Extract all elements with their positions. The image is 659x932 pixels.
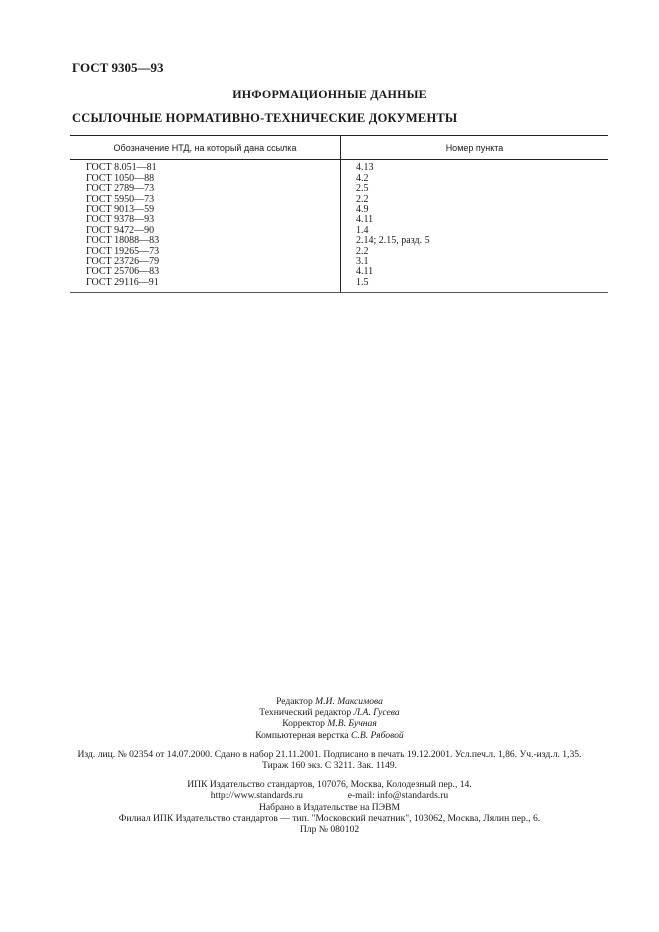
branch-line: Филиал ИПК Издательство стандартов — тип. "Московский печатник", 103062, Москва, Лялин пер., 6.: [118, 812, 541, 824]
document-cell: ГОСТ 9013—59: [70, 205, 341, 215]
clause-cell: 2.5: [356, 183, 369, 195]
clause-cell: 4.11: [356, 214, 374, 226]
document-cell: ГОСТ 23726—79: [70, 257, 341, 267]
publisher-line: ИПК Издательство стандартов, 107076, Москва, Колодезный пер., 14.: [187, 779, 472, 791]
document-cell: ГОСТ 5950—73: [70, 195, 341, 205]
editor-name: М.И. Максимова: [315, 696, 383, 707]
contacts-line: [0, 790, 659, 801]
column-header-document: Обозначение НТД, на который дана ссылка: [70, 136, 341, 160]
layout-line: [0, 730, 659, 741]
clause-cell: 1.5: [341, 278, 609, 293]
table-header-row: [70, 136, 608, 160]
editor-line: [0, 696, 659, 707]
clause-cell: 3.1: [356, 256, 369, 268]
document-cell: ГОСТ 25706—83: [70, 267, 341, 277]
clause-cell: 1.4: [356, 224, 369, 236]
website: http://www.standards.ru: [210, 790, 303, 802]
clause-cell: 4.13: [356, 162, 374, 174]
clause-cell: 2.2: [356, 245, 369, 257]
colophon: [0, 696, 659, 835]
email: e-mail: info@standards.ru: [347, 790, 449, 802]
corrector-name: М.В. Бучная: [327, 718, 377, 730]
document-cell: ГОСТ 8.051—81: [70, 160, 341, 174]
document-code: ГОСТ 9305—93: [72, 60, 164, 75]
references-table: [70, 135, 608, 293]
print-run-line: Тираж 160 экз. С 3211. Зак. 1149.: [261, 760, 398, 772]
section-title: ИНФОРМАЦИОННЫЕ ДАННЫЕ: [232, 87, 427, 101]
document-cell: ГОСТ 19265—73: [70, 247, 341, 257]
layout-name: С.В. Рябовой: [351, 729, 404, 741]
document-cell: ГОСТ 9472—90: [70, 226, 341, 236]
document-cell: ГОСТ 1050—88: [70, 174, 341, 184]
license-line: Изд. лиц. № 02354 от 14.07.2000. Сдано в набор 21.11.2001. Подписано в печать 19.12.2001. Усл.печ.л. 1,86. Уч.-изд.л. 1,35.: [77, 748, 582, 760]
table-row: [70, 160, 608, 174]
clause-cell: 4.11: [356, 266, 374, 278]
editor-label: Редактор: [276, 696, 313, 707]
table-title: ССЫЛОЧНЫЕ НОРМАТИВНО-ТЕХНИЧЕСКИЕ ДОКУМЕНТЫ: [72, 111, 458, 125]
clause-cell: 4.2: [356, 172, 369, 184]
corrector-line: [0, 718, 659, 729]
clause-cell: 4.9: [356, 204, 369, 216]
plr-line: Плр № 080102: [299, 824, 360, 836]
corrector-label: Корректор: [282, 718, 325, 730]
tech-editor-name: Л.А. Гусева: [353, 707, 400, 719]
tech-editor-line: [0, 707, 659, 718]
clause-cell: 2.14; 2.15, разд. 5: [356, 235, 430, 247]
document-cell: ГОСТ 18088—83: [70, 236, 341, 246]
document-cell: ГОСТ 2789—73: [70, 184, 341, 194]
table-row: [70, 278, 608, 293]
document-cell: ГОСТ 29116—91: [70, 278, 341, 293]
layout-label: Компьютерная верстка: [255, 729, 349, 741]
document-cell: ГОСТ 9378—93: [70, 215, 341, 225]
typeset-line: Набрано в Издательстве на ПЭВМ: [259, 801, 400, 813]
tech-editor-label: Технический редактор: [259, 707, 352, 719]
clause-cell: 2.2: [356, 193, 369, 205]
column-header-clause: Номер пункта: [341, 136, 609, 160]
